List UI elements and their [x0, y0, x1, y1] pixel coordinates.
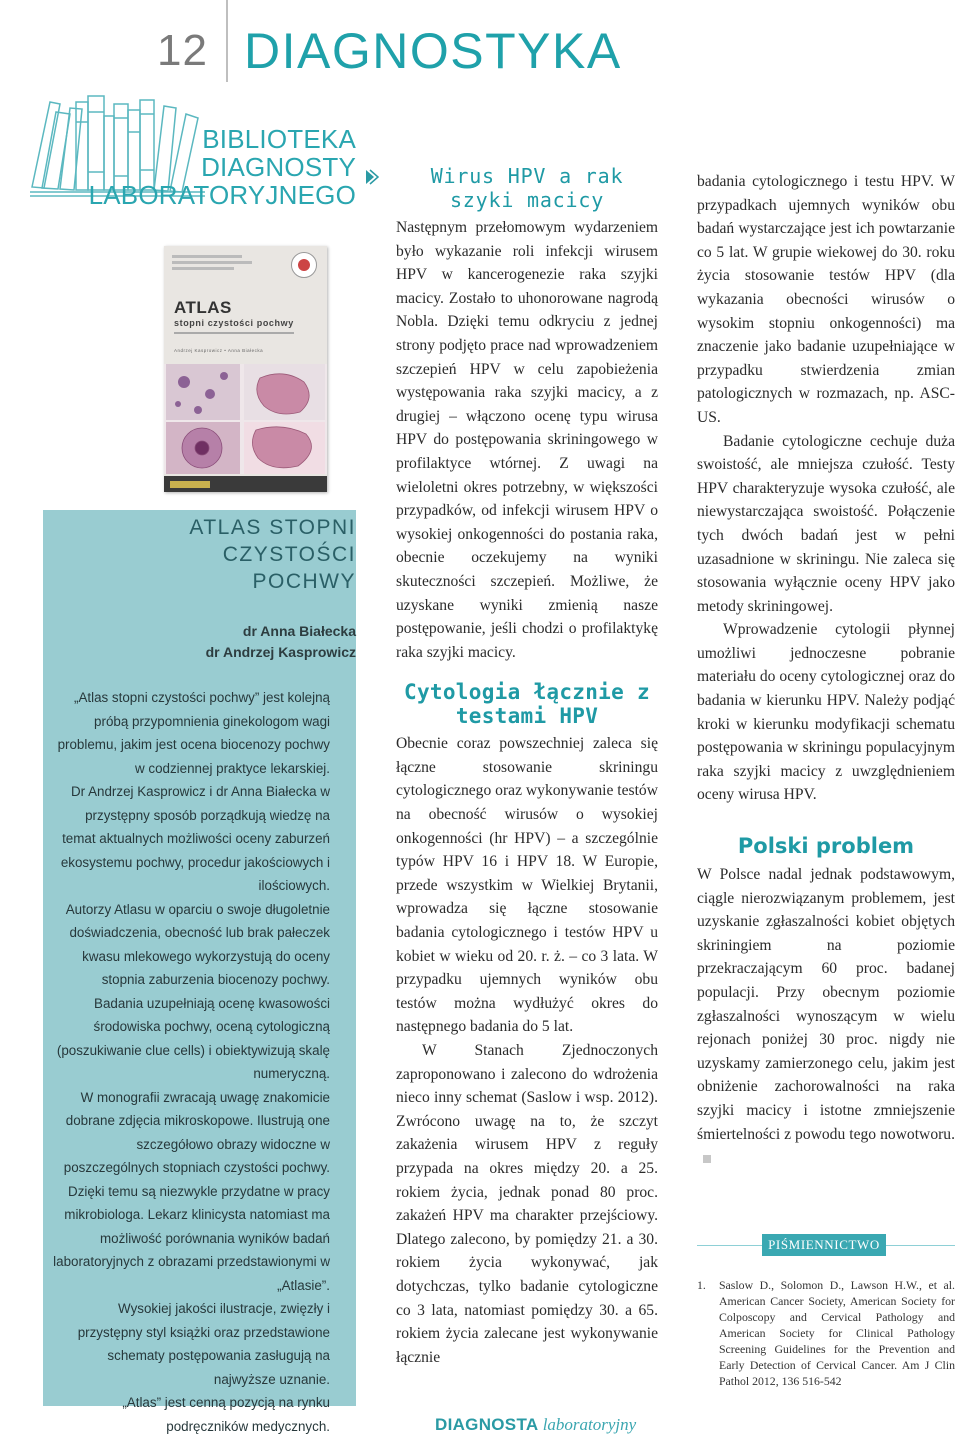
references-label: PIŚMIENNICTWO: [762, 1234, 886, 1256]
article-column-middle: [396, 216, 658, 1369]
section-title: DIAGNOSTYKA: [244, 23, 622, 79]
book-cover-footer: [164, 476, 327, 492]
book-heading-line: ATLAS STOPNI: [189, 516, 356, 539]
paragraph: W Stanach Zjednoczonych zaproponowano i zalecono do wdrożenia nieco inny schemat (Saslow i wsp. 2012). Zwrócono uwagę na to, że szczyt zakażenia wirusem HPV z reguły przypada na okres między 20. a 25. rokiem życia, jednak ponad 80 proc. zakażeń HPV ma charakter przejściowy. Dlatego zalecono, by pomiędzy 21. a 30. rokiem życia wykonywać, jak dotychczas, tylko badanie cytologiczne co 3 lata, natomiast pomiędzy 30. a 65. rokiem życia zalecane jest wykonywanie łącznie: [396, 1042, 658, 1366]
book-cover-strip: [174, 332, 294, 334]
review-paragraph: Dr Andrzej Kasprowicz i dr Anna Białecka w przystępny sposób porządkują wiedzę na temat aktualnych możliwości oceny zaburzeń ekosystemu pochwy, procedur jakościowych i ilościowych.: [60, 784, 330, 893]
library-title-line: BIBLIOTEKA: [202, 124, 356, 154]
book-heading: [189, 514, 356, 595]
library-title-line: DIAGNOSTY: [201, 152, 356, 182]
header-divider: [226, 0, 228, 82]
review-paragraph: Autorzy Atlasu w oparciu o swoje długoletnie doświadczenia, obecność lub brak pałeczek kwasu mlekowego wykorzystują do oceny stopnia zaburzenia biocenozy pochwy. Badania uzupełniają ocenę kwasowości środowiska pochwy, oceną cytologiczną (poszukiwanie clue cells) i obiektywizują skalę numeryczną.: [56, 901, 330, 1081]
book-cover: [164, 246, 327, 492]
author-name: dr Andrzej Kasprowicz: [205, 644, 356, 660]
end-mark-icon: [703, 1155, 711, 1163]
book-review: [50, 686, 330, 1438]
book-heading-line: POCHWY: [252, 570, 356, 593]
reference-text: Saslow D., Solomon D., Lawson H.W., et al. American Cancer Society, American Society for Colposcopy and Cervical Pathology and American Society for Clinical Pathology Screening Guidelines for the Prevention and Early Detection of Cervical Cancer. Am J Clin Pathol 2012, 136 516-542: [719, 1278, 955, 1388]
paragraph: Obecnie coraz powszechniej zaleca się łączne stosowanie skriningu cytologicznego oraz wykonywanie testów na obecność wirusów o wysokiej onkogenności (hr HPV) – a szczególnie typów HPV 16 i HPV 18. W Europie, przede wszystkim w Wielkiej Brytanii, wprowadza się łączne stosowanie badania cytologicznego i testów HPV u kobiet w wieku od 20. r. ż. – co 3 lata. W przypadku ujemnych wyników obu testów można wydłużyć okres do następnego badania do 5 lat.: [396, 735, 658, 1036]
publisher-logo: [170, 481, 210, 488]
reference-number: 1.: [697, 1278, 706, 1292]
footer-brand: [435, 1415, 636, 1435]
footer-brand-b: laboratoryjny: [542, 1415, 637, 1434]
heading-cytology: Cytologia łącznie z testami HPV: [404, 680, 650, 729]
book-authors: [206, 621, 356, 663]
reference-item: [697, 1277, 955, 1389]
microscopy-images: [164, 364, 327, 474]
footer-brand-a: DIAGNOSTA: [435, 1415, 539, 1434]
paragraph: Badanie cytologiczne cechuje duża swoistość, ale mniejsza czułość. Testy HPV charakteryzuje wysoka czułość, ale niewystarczająca swoistość. Połączenie tych dwóch badań jest w pełni uzasadnione w skriningu. Nie zaleca się stosowania wyłącznie oceny HPV jako metody skriningowej.: [697, 432, 955, 615]
review-paragraph: „Atlas” jest cenną pozycją na rynku podręczników medycznych.: [122, 1395, 330, 1434]
book-cover-authors: Andrzej Kasprowicz • Anna Białecka: [174, 348, 264, 353]
review-paragraph: „Atlas stopni czystości pochwy” jest kolejną próbą przypomnienia ginekologom wagi problemu, jakim jest ocena biocenozy pochwy w codziennej praktyce lekarskiej.: [57, 690, 330, 776]
book-cover-title: ATLAS: [174, 298, 232, 317]
library-title: [89, 125, 356, 209]
paragraph: Następnym przełomowym wydarzeniem było wykazanie roli infekcji wirusem HPV w kancerogenezie raka szyjki macicy. Zostało to uhonorowane nagrodą Nobla. Dzięki temu odkryciu z jednej strony podjęto prace nad wprowadzeniem szczepień HPV w celu zapobieżenia występowania raka szyjki macicy, a z drugiej – włączono ocenę typu wirusa HPV do postępowania skriningowego w profilaktyce wtórnej. Z uwagi na wieloletni okres potrzebny, w większości przypadków, od infekcji wirusem HPV o wysokiej onkogenności do postania raka, obecnie oczekujemy na wyniki skuteczności szczepień. Możliwe, że uzyskane wyniki zmienią nasze postępowanie, jeśli chodzi o profilaktykę raka szyjki macicy.: [396, 219, 658, 661]
paragraph: Wprowadzenie cytologii płynnej umożliwi jednoczesne pobranie materiału do oceny cytologicznej oraz do badania w kierunku HPV. Należy podjąć kroki w kierunku modyfikacji schematu postępowania w skriningu populacyjnym raka szyjki macicy z uwzględnieniem oceny wirusa HPV.: [697, 621, 955, 804]
heading-polski-problem: Polski problem: [737, 834, 915, 859]
review-paragraph: W monografii zwracają uwagę znakomicie dobrane zdjęcia mikroskopowe. Ilustrują one szczegółowo obrazy widoczne w poszczególnych stopniach czystości pochwy. Dzięki temu są niezwykle przydatne w pracy mikrobiologa. Lekarz klinicysta natomiast ma możliwość porównania wyników badań laboratoryjnych z obrazami przedstawionymi w „Atlasie”.: [53, 1089, 330, 1293]
article-column-right: [697, 170, 955, 1170]
page-number: 12: [157, 26, 208, 75]
heading-hpv: Wirus HPV a rak szyki macicy: [430, 164, 624, 212]
paragraph: badania cytologicznego i testu HPV. W przypadkach ujemnych wyników obu badań wystarczające jest ich powtarzanie co 5 lat. W grupie wiekowej do 30. roku życia stosowanie testów HPV (dla wykazania obecności wirusów o wysokim stopniu onkogenności) ma znaczenie jako badanie uzupełniające w przypadku stwierdzenia zmian patologicznych w rozmazach, np. ASC-US.: [697, 173, 955, 426]
paragraph: [697, 863, 955, 1170]
arrow-right-icon: [365, 168, 379, 186]
review-paragraph: Wysokiej jakości ilustracje, zwięzły i przystępny styl książki oraz przedstawione schematy postępowania zasługują na najwyższe uznanie.: [77, 1301, 330, 1387]
book-heading-line: CZYSTOŚCI: [222, 543, 356, 566]
paragraph-text: W Polsce nadal jednak podstawowym, ciągle nierozwiązanym problemem, jest uzyskanie zgłaszalności kobiet objętych skriningiem na poziomie przekraczającym 60 proc. badanej populacji. Przy obecnym poziomie zgłaszalności wynoszącym w wielu rejonach poniżej 30 proc. nigdy nie uzyskamy zamierzonego celu, jakim jest obniżenie zachorowalności na raka szyjki macicy i istotne zmniejszenie śmiertelności z powodu tego nowotworu.: [697, 866, 955, 1143]
library-title-line: LABORATORYJNEGO: [88, 180, 356, 210]
author-name: dr Anna Białecka: [242, 623, 356, 639]
book-emblem-icon: [291, 252, 317, 278]
book-cover-subtitle: stopni czystości pochwy: [174, 318, 294, 328]
